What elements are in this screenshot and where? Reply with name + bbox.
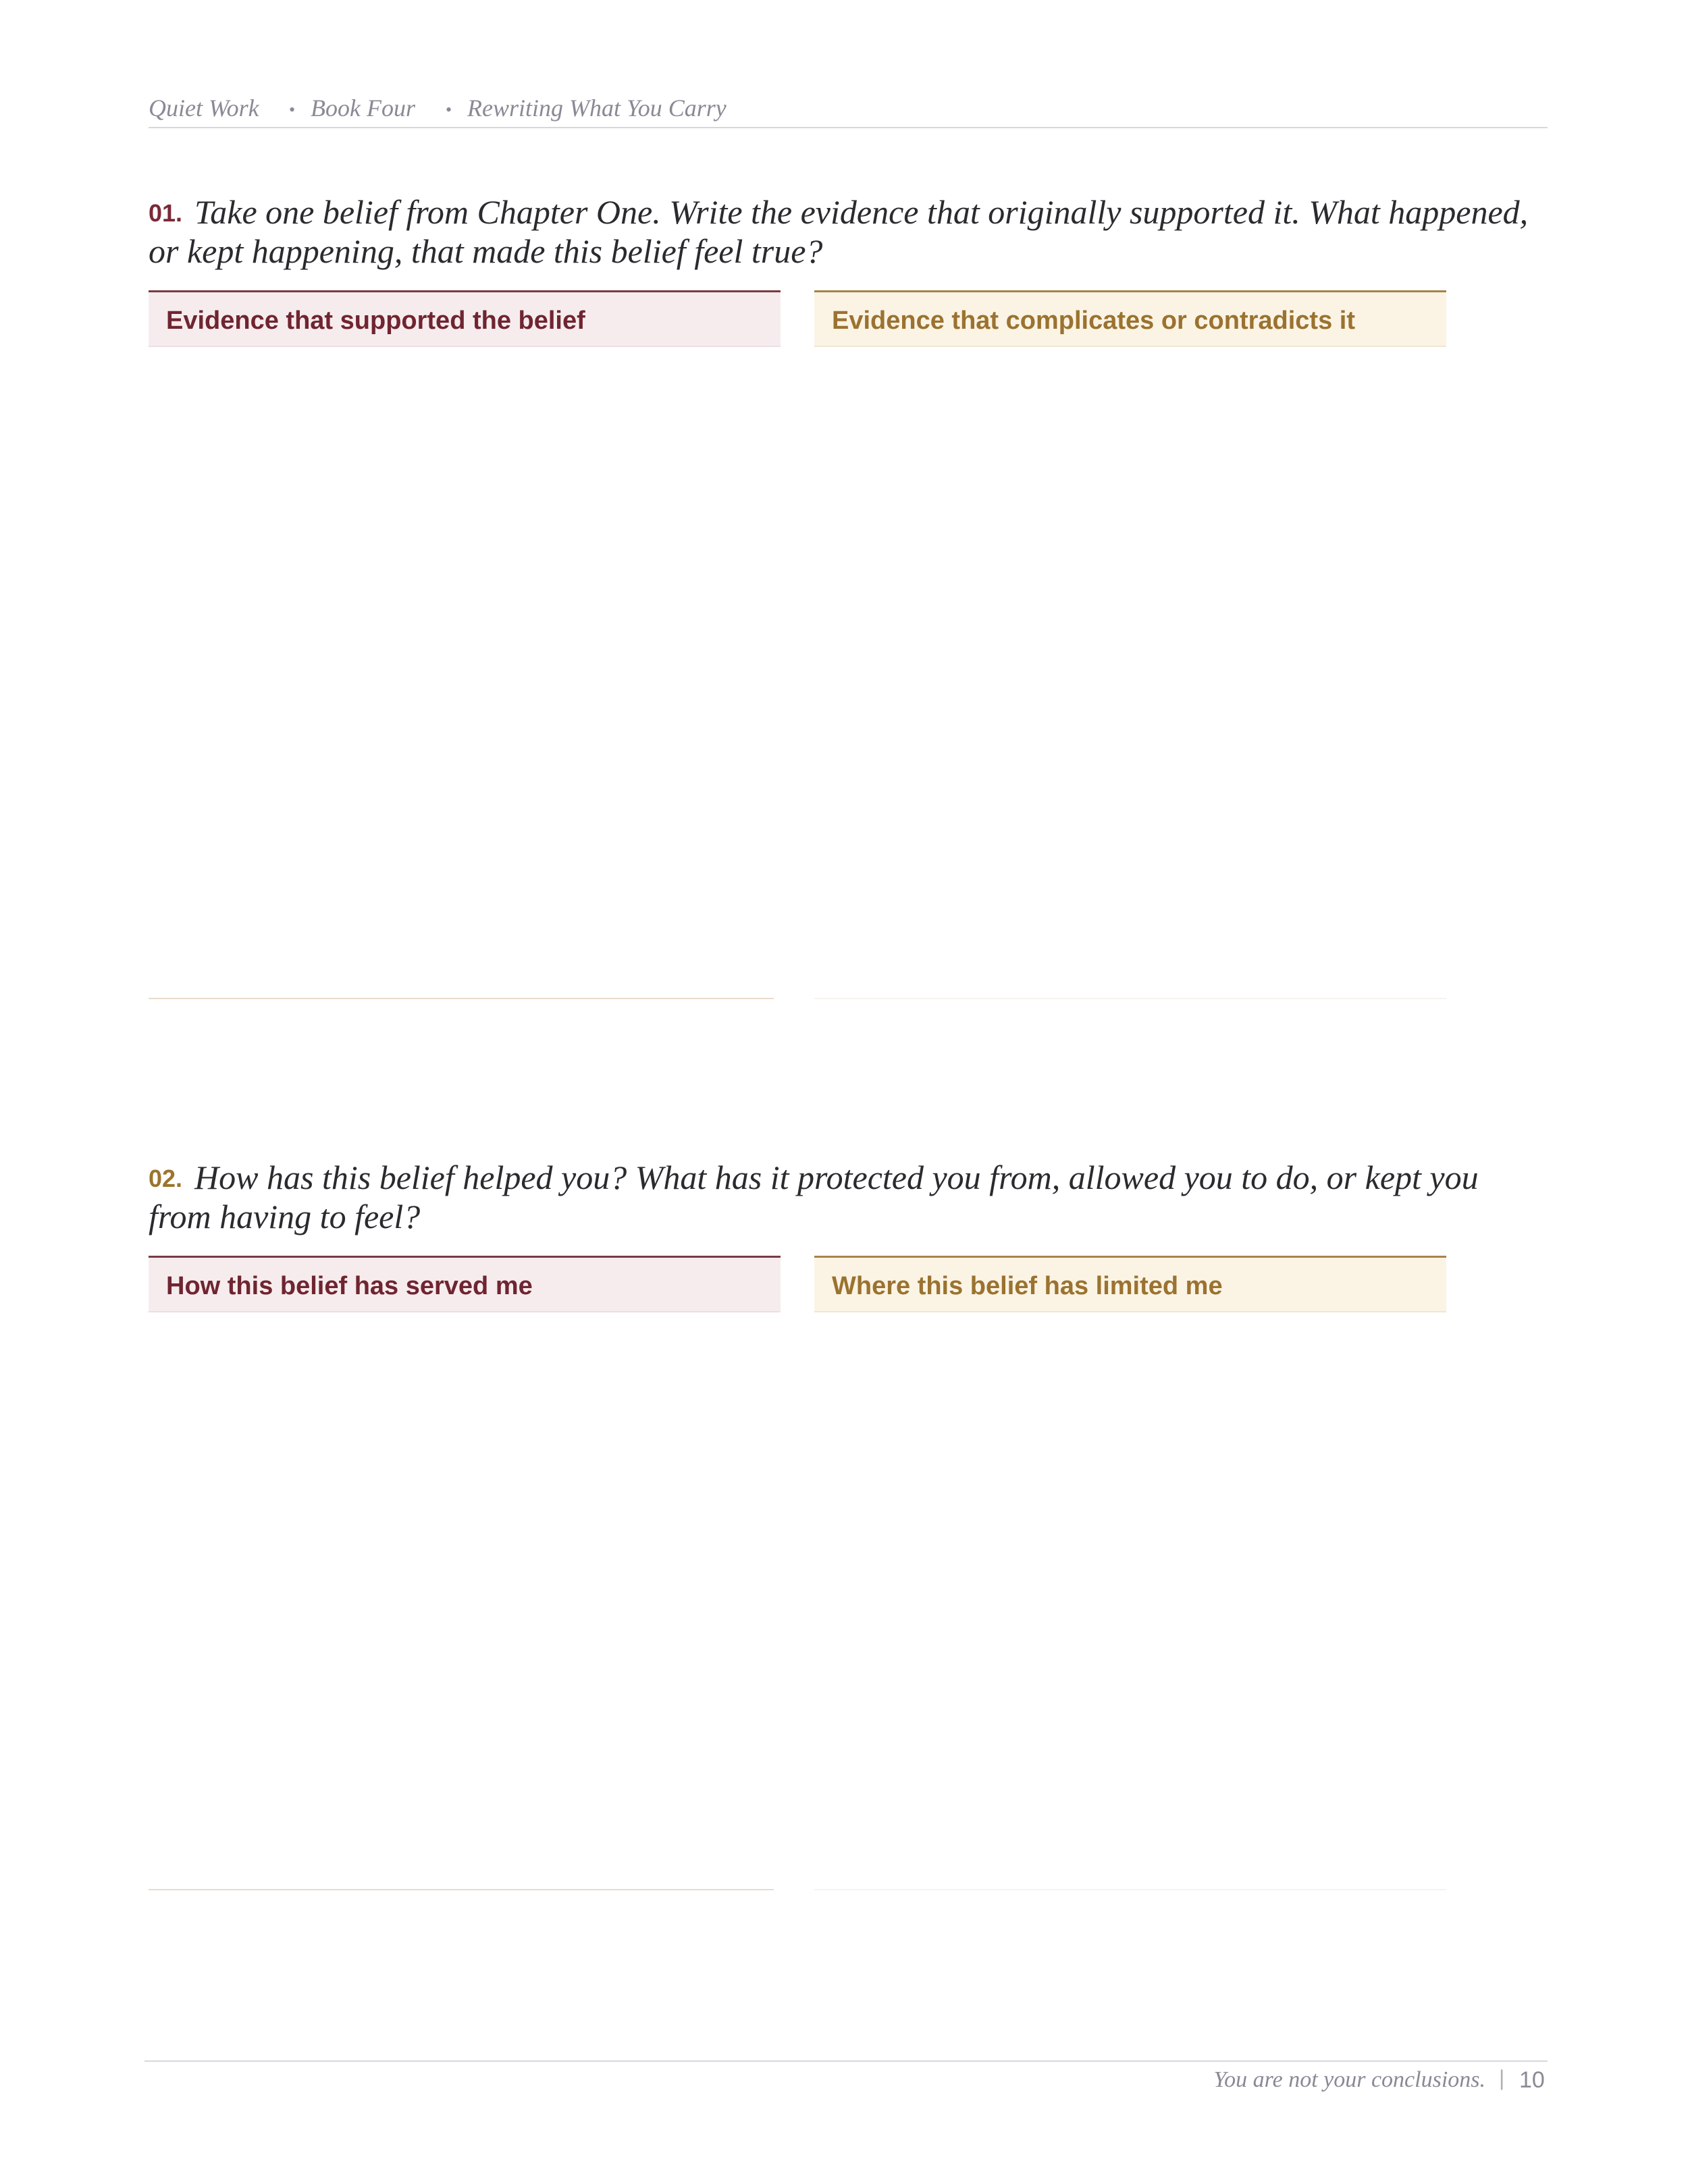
running-header bbox=[149, 95, 1548, 128]
question-2-number: 02. bbox=[149, 1165, 183, 1192]
q2-right-column-header: Where this belief has limited me bbox=[814, 1256, 1446, 1312]
header-title: Rewriting What You Carry bbox=[467, 95, 727, 122]
page-number: 10 bbox=[1519, 2067, 1545, 2093]
footer-separator: | bbox=[1499, 2066, 1505, 2090]
question-2-prompt bbox=[149, 1158, 1539, 1235]
question-2-text: How has this belief helped you? What has it protected you from, allowed you to do, or kept you from having to feel? bbox=[149, 1158, 1479, 1235]
q1-left-writing-area-bottom bbox=[149, 998, 774, 999]
q1-left-column-header: Evidence that supported the belief bbox=[149, 290, 781, 347]
footer-tagline: You are not your conclusions. bbox=[1213, 2067, 1485, 2092]
q2-left-writing-area-bottom bbox=[149, 1889, 774, 1890]
header-series: Quiet Work bbox=[149, 95, 259, 122]
question-1-text: Take one belief from Chapter One. Write the evidence that originally supported it. What happened, or kept happening, that made this belief feel true? bbox=[149, 193, 1529, 270]
footer-divider bbox=[144, 2060, 1548, 2062]
header-book: Book Four bbox=[311, 95, 415, 122]
header-separator-1: • bbox=[289, 100, 296, 119]
q1-right-column-header: Evidence that complicates or contradicts it bbox=[814, 290, 1446, 347]
question-1-prompt bbox=[149, 193, 1539, 270]
header-separator-2: • bbox=[446, 100, 452, 119]
q1-right-writing-area-bottom bbox=[814, 998, 1446, 999]
q2-left-column-header: How this belief has served me bbox=[149, 1256, 781, 1312]
q2-right-writing-area-bottom bbox=[814, 1889, 1446, 1890]
question-1-number: 01. bbox=[149, 199, 183, 227]
